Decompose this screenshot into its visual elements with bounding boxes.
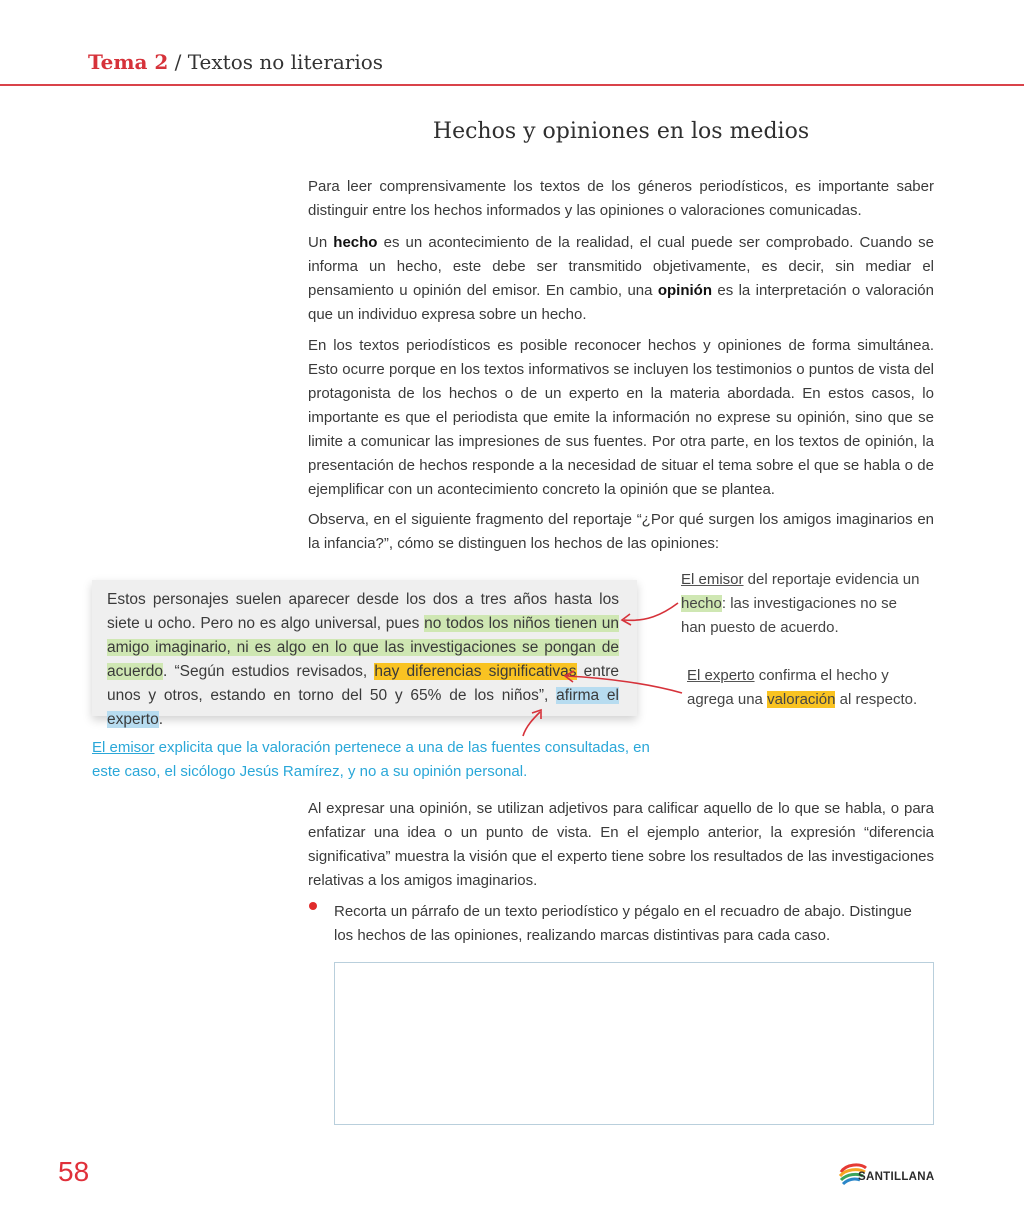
quote-fragment: . “Según estudios revisados, bbox=[163, 663, 375, 680]
arrow-fuente bbox=[523, 712, 540, 736]
note-text: del reportaje evidencia un bbox=[743, 571, 920, 588]
arrow-hecho bbox=[624, 603, 678, 620]
quote-fragment: entre unos y otros, estando en torno del 50 y 65% de los niños”, bbox=[107, 663, 619, 704]
paragraph-periodisticos: En los textos periodísticos es posible reconocer hechos y opiniones de forma simultánea. Esto ocurre porque en los textos informativos se incluyen los testimonios o puntos de vista del protagonista de los hechos o de un experto en la materia abordada. En estos casos, lo importante es que el periodista que emite la información no exprese su opinión, sino que se limite a comunicar las impresiones de sus fuentes. Por otra parte, en los textos de opinión, la presentación de hechos responde a la necesidad de situar el tema sobre el que se habla o de ejemplificar con un acontecimiento concreto la opinión que se plantea. bbox=[308, 337, 934, 498]
header-section: Textos no literarios bbox=[187, 50, 384, 74]
page-number: 58 bbox=[58, 1156, 90, 1187]
santillana-logo-text: SANTILLANA bbox=[858, 1171, 935, 1183]
paragraph-intro: Para leer comprensivamente los textos de los géneros periodísticos, es importante saber distinguir entre los hechos informados y las opiniones o valoraciones comunicadas. bbox=[308, 178, 934, 219]
paragraph-text: es un acontecimiento de la realidad, el cual puede ser comprobado. Cuando se informa un hecho, este debe ser transmitido objetivamente, es decir, sin mediar el pensamiento u opinión del emisor. En cambio, una bbox=[308, 234, 934, 299]
paragraph-text: es la interpretación o valoración que un individuo expresa sobre un hecho. bbox=[308, 282, 934, 323]
note-valoracion-highlight: valoración bbox=[767, 691, 836, 708]
note-text: : las investigaciones no se han puesto de acuerdo. bbox=[681, 595, 897, 636]
quote-fragment: Estos personajes suelen aparecer desde los dos a tres años hasta los siete u ocho. Pero no es algo universal, pues bbox=[107, 591, 619, 632]
quote-fragment: . bbox=[158, 711, 164, 728]
activity-instruction: Recorta un párrafo de un texto periodístico y pégalo en el recuadro de abajo. Distingue los hechos de las opiniones, realizando marcas distintivas para cada caso. bbox=[334, 903, 912, 944]
highlight-valoracion: hay diferencias significativas bbox=[374, 663, 577, 680]
paragraph-text: Un bbox=[308, 234, 334, 251]
note-text: al respecto. bbox=[835, 691, 918, 708]
note-emisor-label: El emisor bbox=[92, 739, 155, 756]
highlight-hecho: no todos los niños tienen un amigo imaginario, ni es algo en lo que las investigaciones se pongan de acuerdo bbox=[107, 615, 620, 680]
note-text: explicita que la valoración pertenece a una de las fuentes consultadas, en este caso, el sicólogo Jesús Ramírez, y no a su opinión personal. bbox=[92, 739, 650, 780]
header-tema: Tema 2 bbox=[88, 50, 169, 74]
note-emisor-label: El emisor bbox=[681, 571, 744, 588]
arrow-valoracion bbox=[566, 676, 682, 693]
note-text: confirma el hecho y agrega una bbox=[687, 667, 889, 708]
answer-box[interactable] bbox=[334, 962, 934, 1125]
highlight-fuente: afirma el experto bbox=[107, 687, 619, 728]
page-title: Hechos y opiniones en los medios bbox=[432, 119, 810, 144]
bullet-icon bbox=[309, 902, 317, 910]
paragraph-observa: Observa, en el siguiente fragmento del reportaje “¿Por qué surgen los amigos imaginarios en la infancia?”, cómo se distinguen los hechos de las opiniones: bbox=[308, 511, 934, 552]
paragraph-adjetivos: Al expresar una opinión, se utilizan adjetivos para calificar aquello de lo que se habla, o para enfatizar una idea o un punto de vista. En el ejemplo anterior, la expresión “diferencia significativa” muestra la visión que el experto tiene sobre los resultados de las investigaciones relativas a los amigos imaginarios. bbox=[308, 800, 934, 889]
note-hecho-highlight: hecho bbox=[681, 595, 722, 612]
term-opinion: opinión bbox=[657, 282, 713, 299]
term-hecho: hecho bbox=[333, 234, 378, 251]
header-separator: / bbox=[168, 50, 188, 74]
note-experto-label: El experto bbox=[687, 667, 755, 684]
